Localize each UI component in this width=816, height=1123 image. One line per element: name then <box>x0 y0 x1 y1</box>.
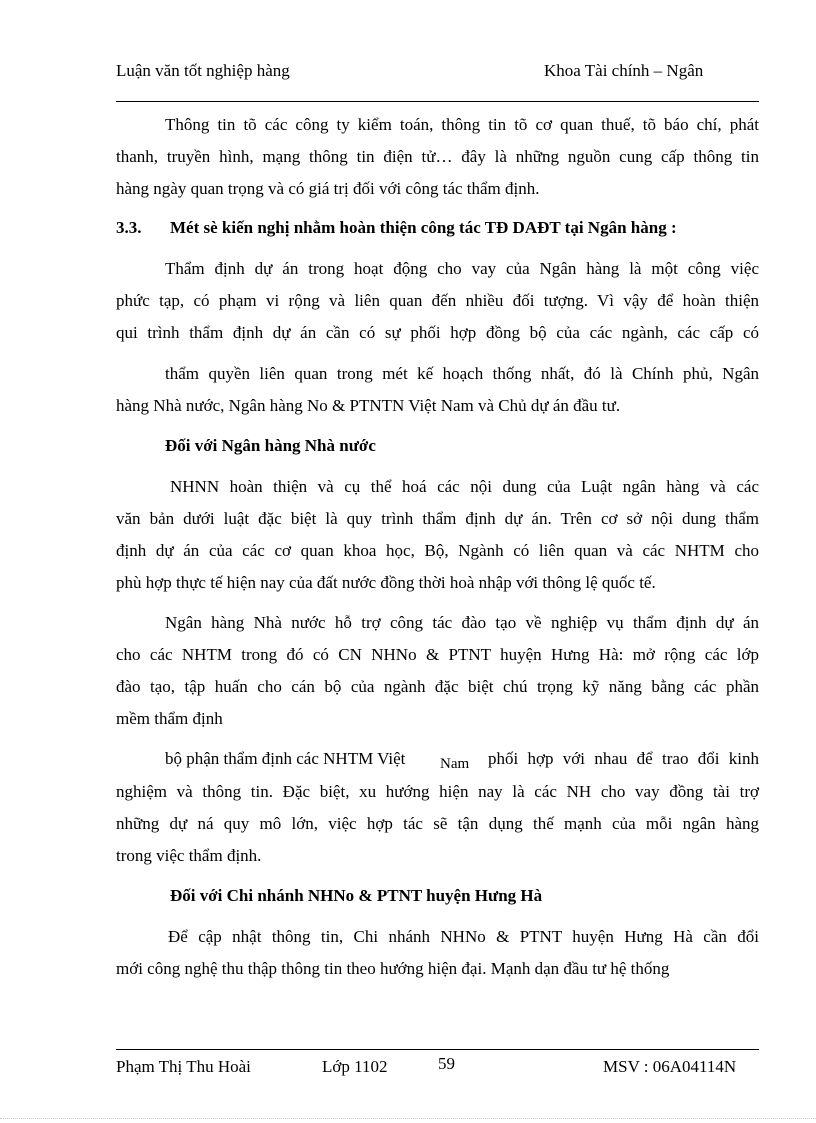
page-bottom-border <box>0 1118 816 1119</box>
p5-line-2: cho các NHTM trong đó có CN NHNo & PTNT huyện Hưng Hà: mở rộng các lớp <box>116 645 759 664</box>
footer-student-id: MSV : 06A04114N <box>603 1057 737 1076</box>
p3-line-2: hàng Nhà nước, Ngân hàng No & PTNTN Việt Nam và Chủ dự án đầu tư. <box>116 396 621 415</box>
p4-line-2: văn bản dưới luật đặc biệt là quy trình thẩm định dự án. Trên cơ sở nội dung thẩm <box>116 509 759 528</box>
p3-line-1: thẩm quyền liên quan trong mét kế hoạch thống nhất, đó là Chính phủ, Ngân <box>165 364 759 383</box>
p4-line-3: định dự án của các cơ quan khoa học, Bộ, Ngành có liên quan và các NHTM cho <box>116 541 759 560</box>
footer-author: Phạm Thị Thu Hoài <box>116 1057 251 1076</box>
p5-line-1: Ngân hàng Nhà nước hỗ trợ công tác đào tạo về nghiệp vụ thẩm định dự án <box>165 613 759 632</box>
p2-line-3: qui trình thẩm định dự án cần có sự phối hợp đồng bộ của các ngành, các cấp có <box>116 323 759 342</box>
p6-line-2: nghiệm và thông tin. Đặc biệt, xu hướng hiện nay là các NH cho vay đồng tài trợ <box>116 782 759 801</box>
p4-line-4: phù hợp thực tế hiện nay của đất nước đồng thời hoà nhập với thông lệ quốc tế. <box>116 573 656 592</box>
header-rule <box>116 101 759 102</box>
p6-line-3: những dự ná quy mô lớn, việc hợp tác sẽ tận dụng thế mạnh của mỗi ngân hàng <box>116 814 759 833</box>
section-number: 3.3. <box>116 218 142 237</box>
p1-line-2: thanh, truyền hình, mạng thông tin điện tử… đây là những nguồn cung cấp thông tin <box>116 147 759 166</box>
footer-class: Lớp 1102 <box>322 1057 388 1076</box>
footer-rule <box>116 1049 759 1050</box>
heading-state-bank: Đối với Ngân hàng Nhà nước <box>165 436 376 455</box>
p6-line-1-start: bộ phận thẩm định các NHTM Việt <box>165 749 406 768</box>
section-title: Mét sè kiến nghị nhằm hoàn thiện công tác TĐ DAĐT tại Ngân hàng : <box>170 218 677 237</box>
p2-line-2: phức tạp, có phạm vi rộng và liên quan đến nhiều đối tượng. Vì vậy để hoàn thiện <box>116 291 759 310</box>
heading-branch: Đối với Chi nhánh NHNo & PTNT huyện Hưng Hà <box>170 886 543 905</box>
p6-line-4: trong việc thẩm định. <box>116 846 262 865</box>
p4-line-1: NHNN hoàn thiện và cụ thể hoá các nội dung của Luật ngân hàng và các <box>170 477 759 496</box>
p1-line-3: hàng ngày quan trọng và có giá trị đối với công tác thẩm định. <box>116 179 540 198</box>
p7-line-2: mới công nghệ thu thập thông tin theo hướng hiện đại. Mạnh dạn đầu tư hệ thống <box>116 959 670 978</box>
header-right: Khoa Tài chính – Ngân <box>544 61 704 80</box>
p7-line-1: Để cập nhật thông tin, Chi nhánh NHNo & PTNT huyện Hưng Hà cần đổi <box>168 927 759 946</box>
footer-page-number: 59 <box>438 1054 455 1073</box>
p6-line-1-end: phối hợp với nhau để trao đổi kinh <box>488 749 759 768</box>
p6-line-1-word: Nam <box>440 756 470 772</box>
p1-line-1: Thông tin tõ các công ty kiểm toán, thông tin tõ cơ quan thuế, tõ báo chí, phát <box>165 115 759 134</box>
p5-line-4: mềm thẩm định <box>116 709 223 728</box>
p2-line-1: Thẩm định dự án trong hoạt động cho vay của Ngân hàng là một công việc <box>165 259 759 278</box>
p5-line-3: đào tạo, tập huấn cho cán bộ của ngành đặc biệt chú trọng kỹ năng bằng các phần <box>116 677 759 696</box>
header-left: Luận văn tốt nghiệp hàng <box>116 61 290 80</box>
